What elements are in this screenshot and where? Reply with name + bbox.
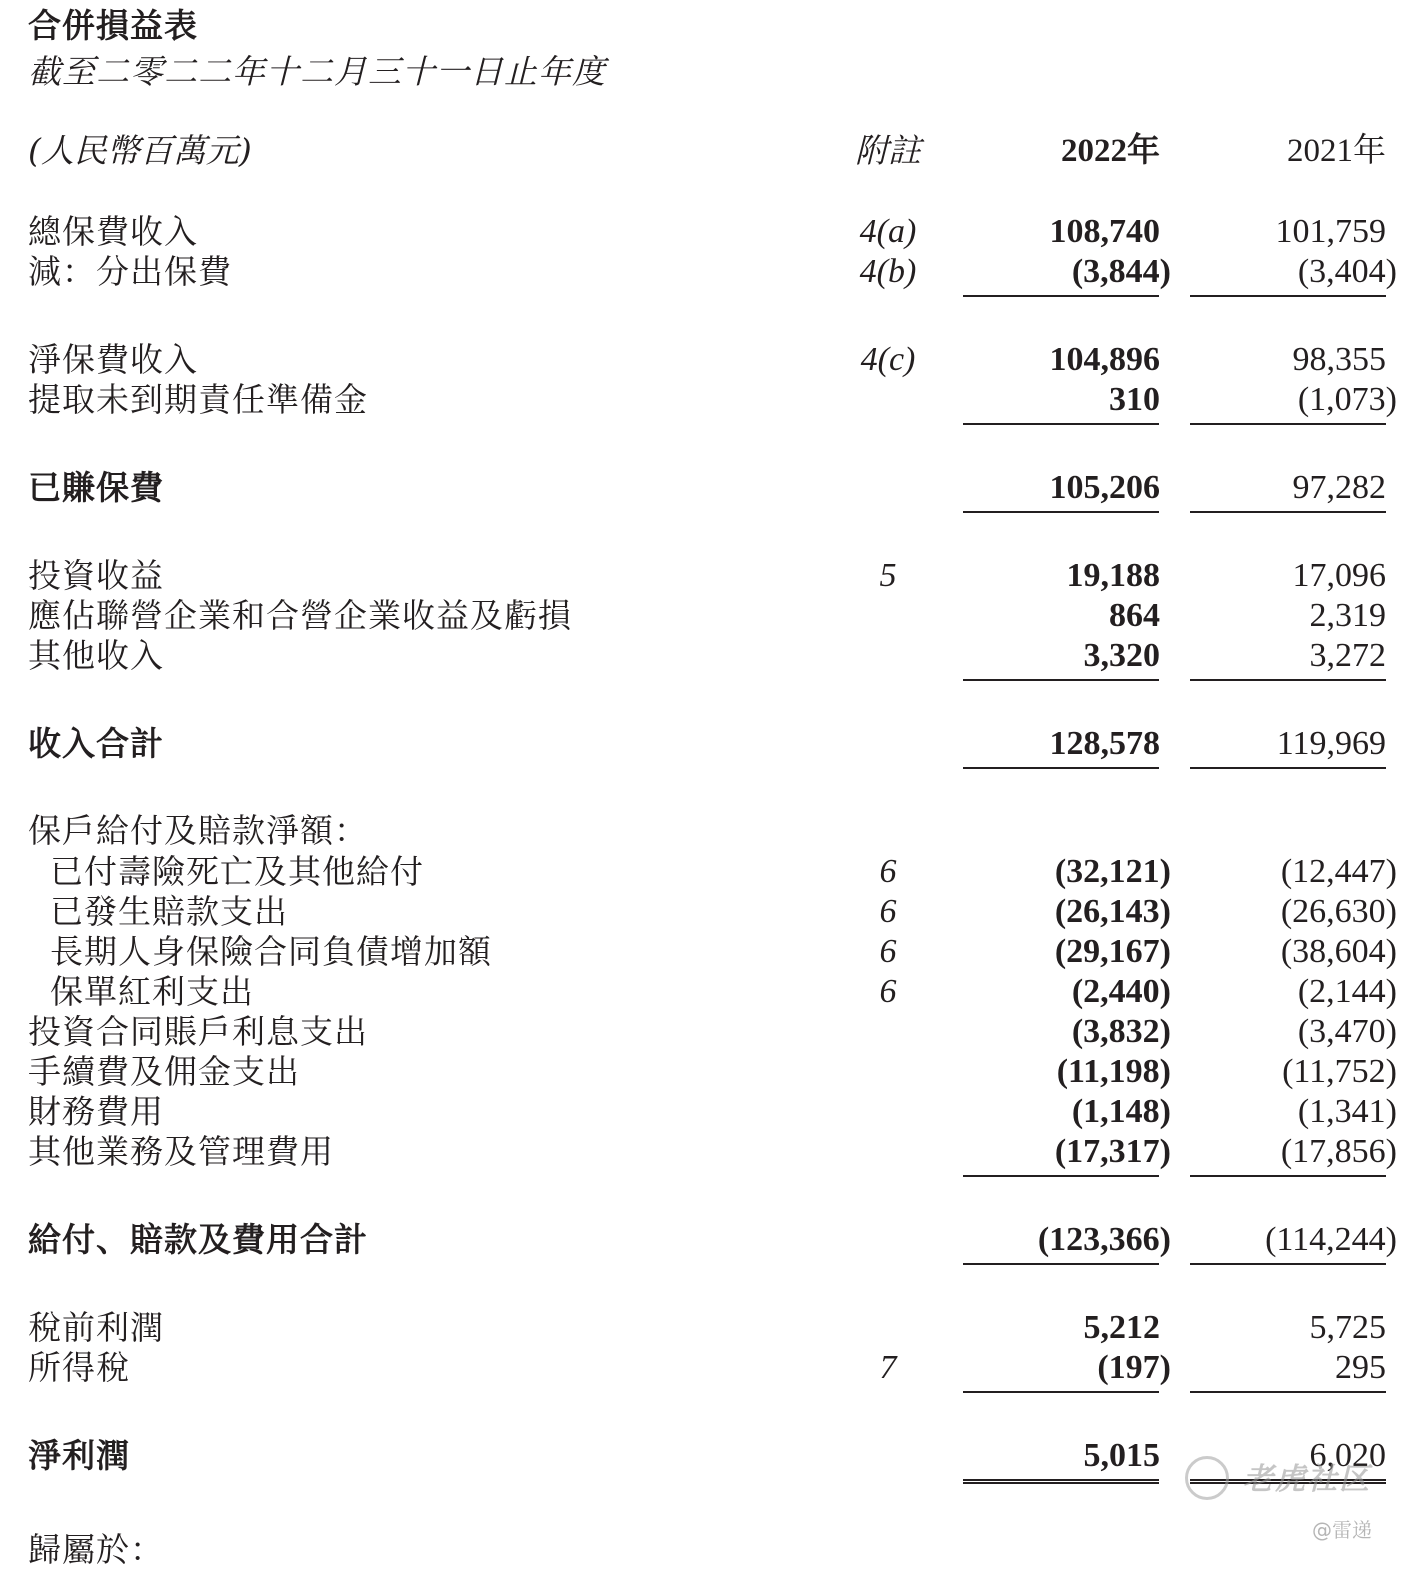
subtotal-rule-2022 [963, 423, 1159, 425]
row-label: 歸屬於： [28, 1530, 164, 1569]
row-value-2021: (26,630) [1280, 893, 1397, 930]
subtotal-rule-2021 [1190, 767, 1386, 769]
subtotal-rule-2022 [963, 511, 1159, 513]
row-value-2021: (3,404) [1297, 253, 1397, 290]
row-value-2022: (26,143) [1054, 893, 1171, 930]
row-label: 已發生賠款支出 [50, 892, 288, 931]
total-double-rule-2022 [963, 1479, 1159, 1484]
subtotal-rule-2022 [963, 767, 1159, 769]
subtotal-rule-2021 [1190, 1263, 1386, 1265]
row-label: 其他業務及管理費用 [28, 1132, 334, 1171]
watermark [1185, 1452, 1405, 1502]
row-note: 6 [879, 973, 897, 1010]
row-value-2022: 310 [1109, 381, 1160, 418]
row-value-2021: (2,144) [1297, 973, 1397, 1010]
table-row [0, 811, 1413, 851]
row-value-2022: (123,366) [1037, 1221, 1171, 1258]
row-note: 6 [879, 853, 897, 890]
row-value-2021: (114,244) [1265, 1221, 1397, 1258]
row-label: 提取未到期責任準備金 [28, 380, 368, 419]
row-value-2022: (11,198) [1056, 1053, 1171, 1090]
row-value-2022: 5,212 [1083, 1309, 1160, 1346]
subtotal-rule-2022 [963, 679, 1159, 681]
statement-period: 截至二零二二年十二月三十一日止年度 [28, 52, 606, 91]
table-row [0, 932, 1413, 972]
row-note: 4(b) [859, 253, 917, 290]
row-label: 手續費及佣金支出 [28, 1052, 300, 1091]
header-unit: (人民幣百萬元) [28, 131, 252, 170]
row-value-2022: 3,320 [1083, 637, 1160, 674]
table-row [0, 596, 1413, 636]
table-row [0, 340, 1413, 380]
row-label: 已付壽險死亡及其他給付 [50, 852, 424, 891]
subtotal-rule-2022 [963, 295, 1159, 297]
row-value-2021: (38,604) [1280, 933, 1397, 970]
row-note: 7 [879, 1349, 897, 1386]
table-row [0, 212, 1413, 252]
row-value-2021: 119,969 [1276, 725, 1386, 762]
table-row [0, 972, 1413, 1012]
row-value-2022: (29,167) [1054, 933, 1171, 970]
statement-title: 合併損益表 [28, 6, 198, 45]
table-row [0, 1530, 1413, 1570]
table-row [0, 556, 1413, 596]
row-note: 4(c) [860, 341, 916, 378]
row-value-2022: (197) [1097, 1349, 1171, 1386]
row-value-2022: 104,896 [1049, 341, 1160, 378]
row-label: 收入合計 [28, 724, 164, 763]
row-value-2021: 295 [1335, 1349, 1386, 1386]
subtotal-rule-2022 [963, 1263, 1159, 1265]
subtotal-rule-2021 [1190, 423, 1386, 425]
row-label: 稅前利潤 [28, 1308, 164, 1347]
row-value-2021: (1,073) [1297, 381, 1397, 418]
watermark-logo-icon [1185, 1456, 1229, 1500]
row-value-2022: (2,440) [1071, 973, 1171, 1010]
row-value-2022: 864 [1109, 597, 1160, 634]
row-label: 淨保費收入 [28, 340, 198, 379]
subtotal-rule-2021 [1190, 1391, 1386, 1393]
row-value-2022: 128,578 [1049, 725, 1160, 762]
subtotal-rule-2022 [963, 1391, 1159, 1393]
row-label: 其他收入 [28, 636, 164, 675]
row-label: 應佔聯營企業和合營企業收益及虧損 [28, 596, 572, 635]
row-value-2021: 98,355 [1292, 341, 1386, 378]
table-row [0, 852, 1413, 892]
row-label: 保單紅利支出 [50, 972, 254, 1011]
row-value-2021: 3,272 [1309, 637, 1386, 674]
table-row [0, 380, 1413, 420]
row-label: 給付、賠款及費用合計 [28, 1220, 368, 1259]
row-value-2021: (1,341) [1297, 1093, 1397, 1130]
row-label: 投資合同賬戶利息支出 [28, 1012, 368, 1051]
row-value-2021: 101,759 [1275, 213, 1386, 250]
table-row [0, 1012, 1413, 1052]
subtotal-rule-2021 [1190, 1175, 1386, 1177]
table-row [0, 1092, 1413, 1132]
row-value-2022: 108,740 [1049, 213, 1160, 250]
table-row [0, 1308, 1413, 1348]
row-note: 5 [879, 557, 897, 594]
header-2021: 2021年 [1287, 133, 1386, 169]
row-value-2022: (3,832) [1071, 1013, 1171, 1050]
row-value-2021: (11,752) [1282, 1053, 1397, 1090]
row-label: 財務費用 [28, 1092, 164, 1131]
row-label: 保戶給付及賠款淨額： [28, 811, 368, 850]
row-value-2021: 17,096 [1292, 557, 1386, 594]
row-value-2021: 97,282 [1292, 469, 1386, 506]
table-row [0, 468, 1413, 508]
row-value-2022: (32,121) [1054, 853, 1171, 890]
table-row [0, 1052, 1413, 1092]
row-value-2022: (1,148) [1071, 1093, 1171, 1130]
row-value-2022: 5,015 [1083, 1437, 1160, 1474]
table-row [0, 252, 1413, 292]
row-value-2021: (17,856) [1280, 1133, 1397, 1170]
table-row [0, 1132, 1413, 1172]
table-row [0, 724, 1413, 764]
header-2022: 2022年 [1061, 133, 1160, 169]
row-label: 已賺保費 [28, 468, 164, 507]
row-label: 減：分出保費 [28, 252, 232, 291]
watermark-text: 老虎社区 [1243, 1462, 1371, 1497]
table-row [0, 1348, 1413, 1388]
row-label: 總保費收入 [28, 212, 198, 251]
row-value-2021: 2,319 [1309, 597, 1386, 634]
row-note: 6 [879, 933, 897, 970]
row-value-2021: 6,020 [1309, 1437, 1386, 1474]
row-value-2022: (3,844) [1071, 253, 1171, 290]
row-label: 所得稅 [28, 1348, 130, 1387]
row-value-2022: 19,188 [1066, 557, 1160, 594]
watermark-author: @雷递 [1312, 1518, 1372, 1542]
row-value-2021: (12,447) [1280, 853, 1397, 890]
subtotal-rule-2021 [1190, 679, 1386, 681]
row-value-2022: 105,206 [1049, 469, 1160, 506]
table-row [0, 636, 1413, 676]
header-note: 附註 [855, 131, 921, 170]
row-note: 4(a) [859, 213, 917, 250]
table-row [0, 1220, 1413, 1260]
row-label: 長期人身保險合同負債增加額 [50, 932, 492, 971]
subtotal-rule-2022 [963, 1175, 1159, 1177]
subtotal-rule-2021 [1190, 295, 1386, 297]
row-label: 淨利潤 [28, 1436, 130, 1475]
table-row [0, 892, 1413, 932]
row-note: 6 [879, 893, 897, 930]
row-value-2021: 5,725 [1309, 1309, 1386, 1346]
row-value-2022: (17,317) [1054, 1133, 1171, 1170]
row-value-2021: (3,470) [1297, 1013, 1397, 1050]
row-label: 投資收益 [28, 556, 164, 595]
subtotal-rule-2021 [1190, 511, 1386, 513]
